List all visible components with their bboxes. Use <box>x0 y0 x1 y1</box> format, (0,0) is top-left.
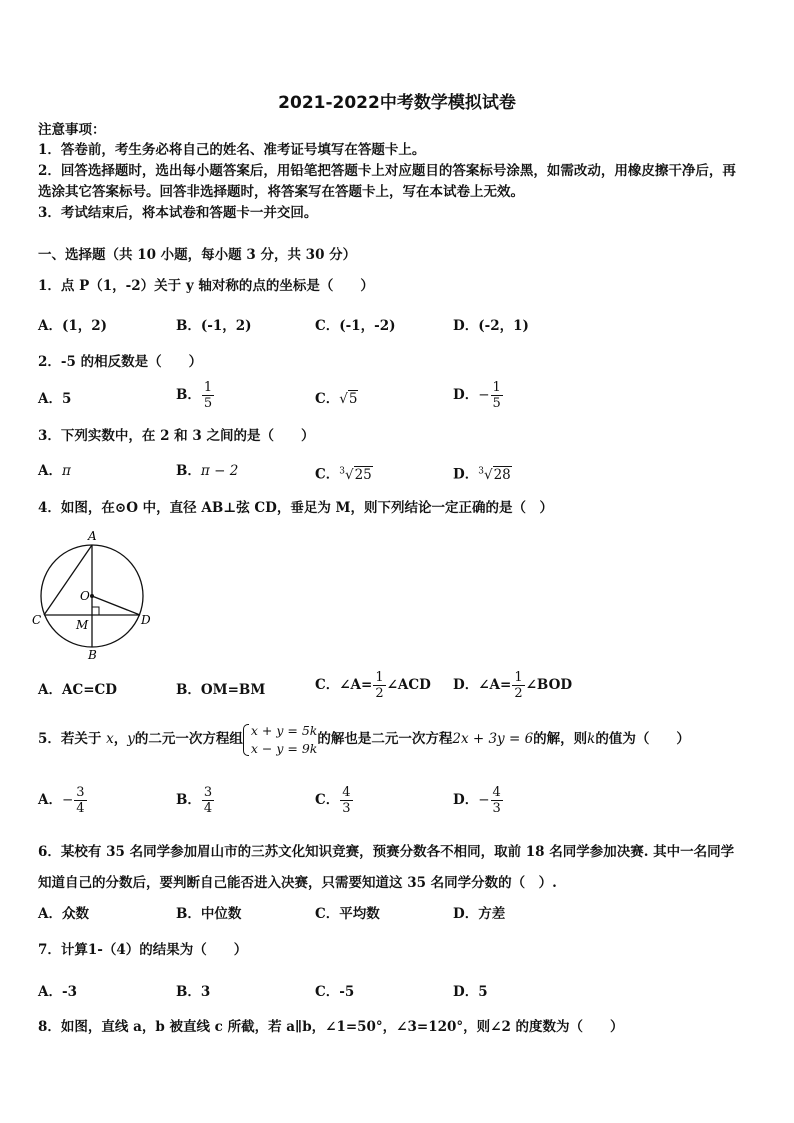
q2-option-b: B． $\frac{1}{5}$ <box>176 380 213 411</box>
question-7-stem: 7．计算1-（4）的结果为（ ） <box>38 942 248 958</box>
q1-option-c: C．(-1，-2) <box>315 318 396 334</box>
q4-option-b: B．OM=BM <box>176 682 266 698</box>
label-o: O <box>80 589 90 603</box>
right-angle-mark <box>92 607 99 615</box>
question-5-stem: 5．若关于 x，y的二元一次方程组 x + y = 5k x − y = 9k 的解也是二元一次方程2x + 3y = 6的解，则k的值为（ ） <box>38 722 690 756</box>
label-c: C <box>32 613 42 627</box>
notice-line-2a: 2．回答选择题时，选出每小题答案后，用铅笔把答题卡上对应题目的答案标号涂黑，如需改动，用橡皮擦干净后，再 <box>38 163 736 179</box>
q7-option-c: C．-5 <box>315 984 355 1000</box>
section-heading: 一、选择题（共 10 小题，每小题 3 分，共 30 分） <box>38 247 357 263</box>
segment-ac <box>44 545 92 615</box>
label-a: A <box>88 529 97 543</box>
fraction: $\frac{1}{5}$ <box>492 380 501 411</box>
fraction: $\frac{4}{3}$ <box>492 785 501 816</box>
q4-option-a: A．AC=CD <box>38 682 117 698</box>
q5-option-c: C． $\frac{4}{3}$ <box>315 785 351 816</box>
question-1-stem: 1．点 P（1，-2）关于 y 轴对称的点的坐标是（ ） <box>38 278 374 294</box>
q4-option-d: D．∠A= $\frac{1}{2}$ ∠BOD <box>453 670 573 701</box>
q5-option-d: D．− $\frac{4}{3}$ <box>453 785 501 816</box>
q2-option-a: A．5 <box>38 391 72 407</box>
question-3-stem: 3．下列实数中，在 2 和 3 之间的是（ ） <box>38 428 315 444</box>
notice-line-3: 3．考试结束后，将本试卷和答题卡一并交回。 <box>38 205 318 221</box>
label-b: B <box>88 648 97 662</box>
circle-diagram <box>30 528 160 663</box>
label-d: D <box>141 613 151 627</box>
q1-option-d: D．(-2，1) <box>453 318 529 334</box>
q1-option-b: B．(-1，2) <box>176 318 252 334</box>
q3-option-a: A．π <box>38 463 71 479</box>
cube-root: $^3$√25 <box>339 466 372 483</box>
equation-system: x + y = 5k x − y = 9k <box>243 722 317 758</box>
fraction: $\frac{3}{4}$ <box>76 785 85 816</box>
center-point <box>90 594 94 598</box>
q1-option-a: A．(1，2) <box>38 318 108 334</box>
q5-option-b: B． $\frac{3}{4}$ <box>176 785 213 816</box>
q2-option-c: C．√5 <box>315 391 358 407</box>
notice-line-2b: 选涂其它答案标号。回答非选择题时，将答案写在答题卡上，写在本试卷上无效。 <box>38 184 524 200</box>
q6-option-d: D．方差 <box>453 906 506 922</box>
q6-option-c: C．平均数 <box>315 906 380 922</box>
notice-line-1: 1．答卷前，考生务必将自己的姓名、准考证号填写在答题卡上。 <box>38 142 426 158</box>
question-6-line-2: 知道自己的分数后，要判断自己能否进入决赛，只需要知道这 35 名同学分数的（ ）. <box>38 875 557 891</box>
q5-option-a: A．− $\frac{3}{4}$ <box>38 785 85 816</box>
q2-option-d: D．− $\frac{1}{5}$ <box>453 380 501 411</box>
square-root: √5 <box>339 391 358 407</box>
label-m: M <box>76 618 89 632</box>
q6-option-b: B．中位数 <box>176 906 242 922</box>
cube-root: $^3$√28 <box>478 466 511 483</box>
q7-option-b: B．3 <box>176 984 211 1000</box>
fraction: $\frac{1}{2}$ <box>514 670 523 701</box>
fraction: $\frac{1}{5}$ <box>203 380 213 411</box>
q3-option-b: B．π − 2 <box>176 463 239 479</box>
question-6-line-1: 6．某校有 35 名同学参加眉山市的三苏文化知识竞赛，预赛分数各不相同，取前 18 名同学参加决赛. 其中一名同学 <box>38 844 735 860</box>
fraction: $\frac{1}{2}$ <box>375 670 384 701</box>
fraction: $\frac{4}{3}$ <box>342 785 351 816</box>
question-2-stem: 2．-5 的相反数是（ ） <box>38 354 203 370</box>
notice-heading: 注意事项： <box>38 122 106 138</box>
page-title: 2021-2022中考数学模拟试卷 <box>278 93 516 113</box>
fraction: $\frac{3}{4}$ <box>203 785 213 816</box>
q3-option-d: D．$^3$√28 <box>453 466 511 483</box>
q7-option-a: A．-3 <box>38 984 77 1000</box>
q7-option-d: D．5 <box>453 984 488 1000</box>
question-8-stem: 8．如图，直线 a，b 被直线 c 所截，若 a∥b，∠1=50°，∠3=120°，则∠2 的度数为（ ） <box>38 1019 624 1035</box>
q6-option-a: A．众数 <box>38 906 89 922</box>
q3-option-c: C．$^3$√25 <box>315 466 372 483</box>
q4-option-c: C．∠A= $\frac{1}{2}$ ∠ACD <box>315 670 431 701</box>
question-4-stem: 4．如图，在⊙O 中，直径 AB⊥弦 CD，垂足为 M，则下列结论一定正确的是（ ） <box>38 500 554 516</box>
